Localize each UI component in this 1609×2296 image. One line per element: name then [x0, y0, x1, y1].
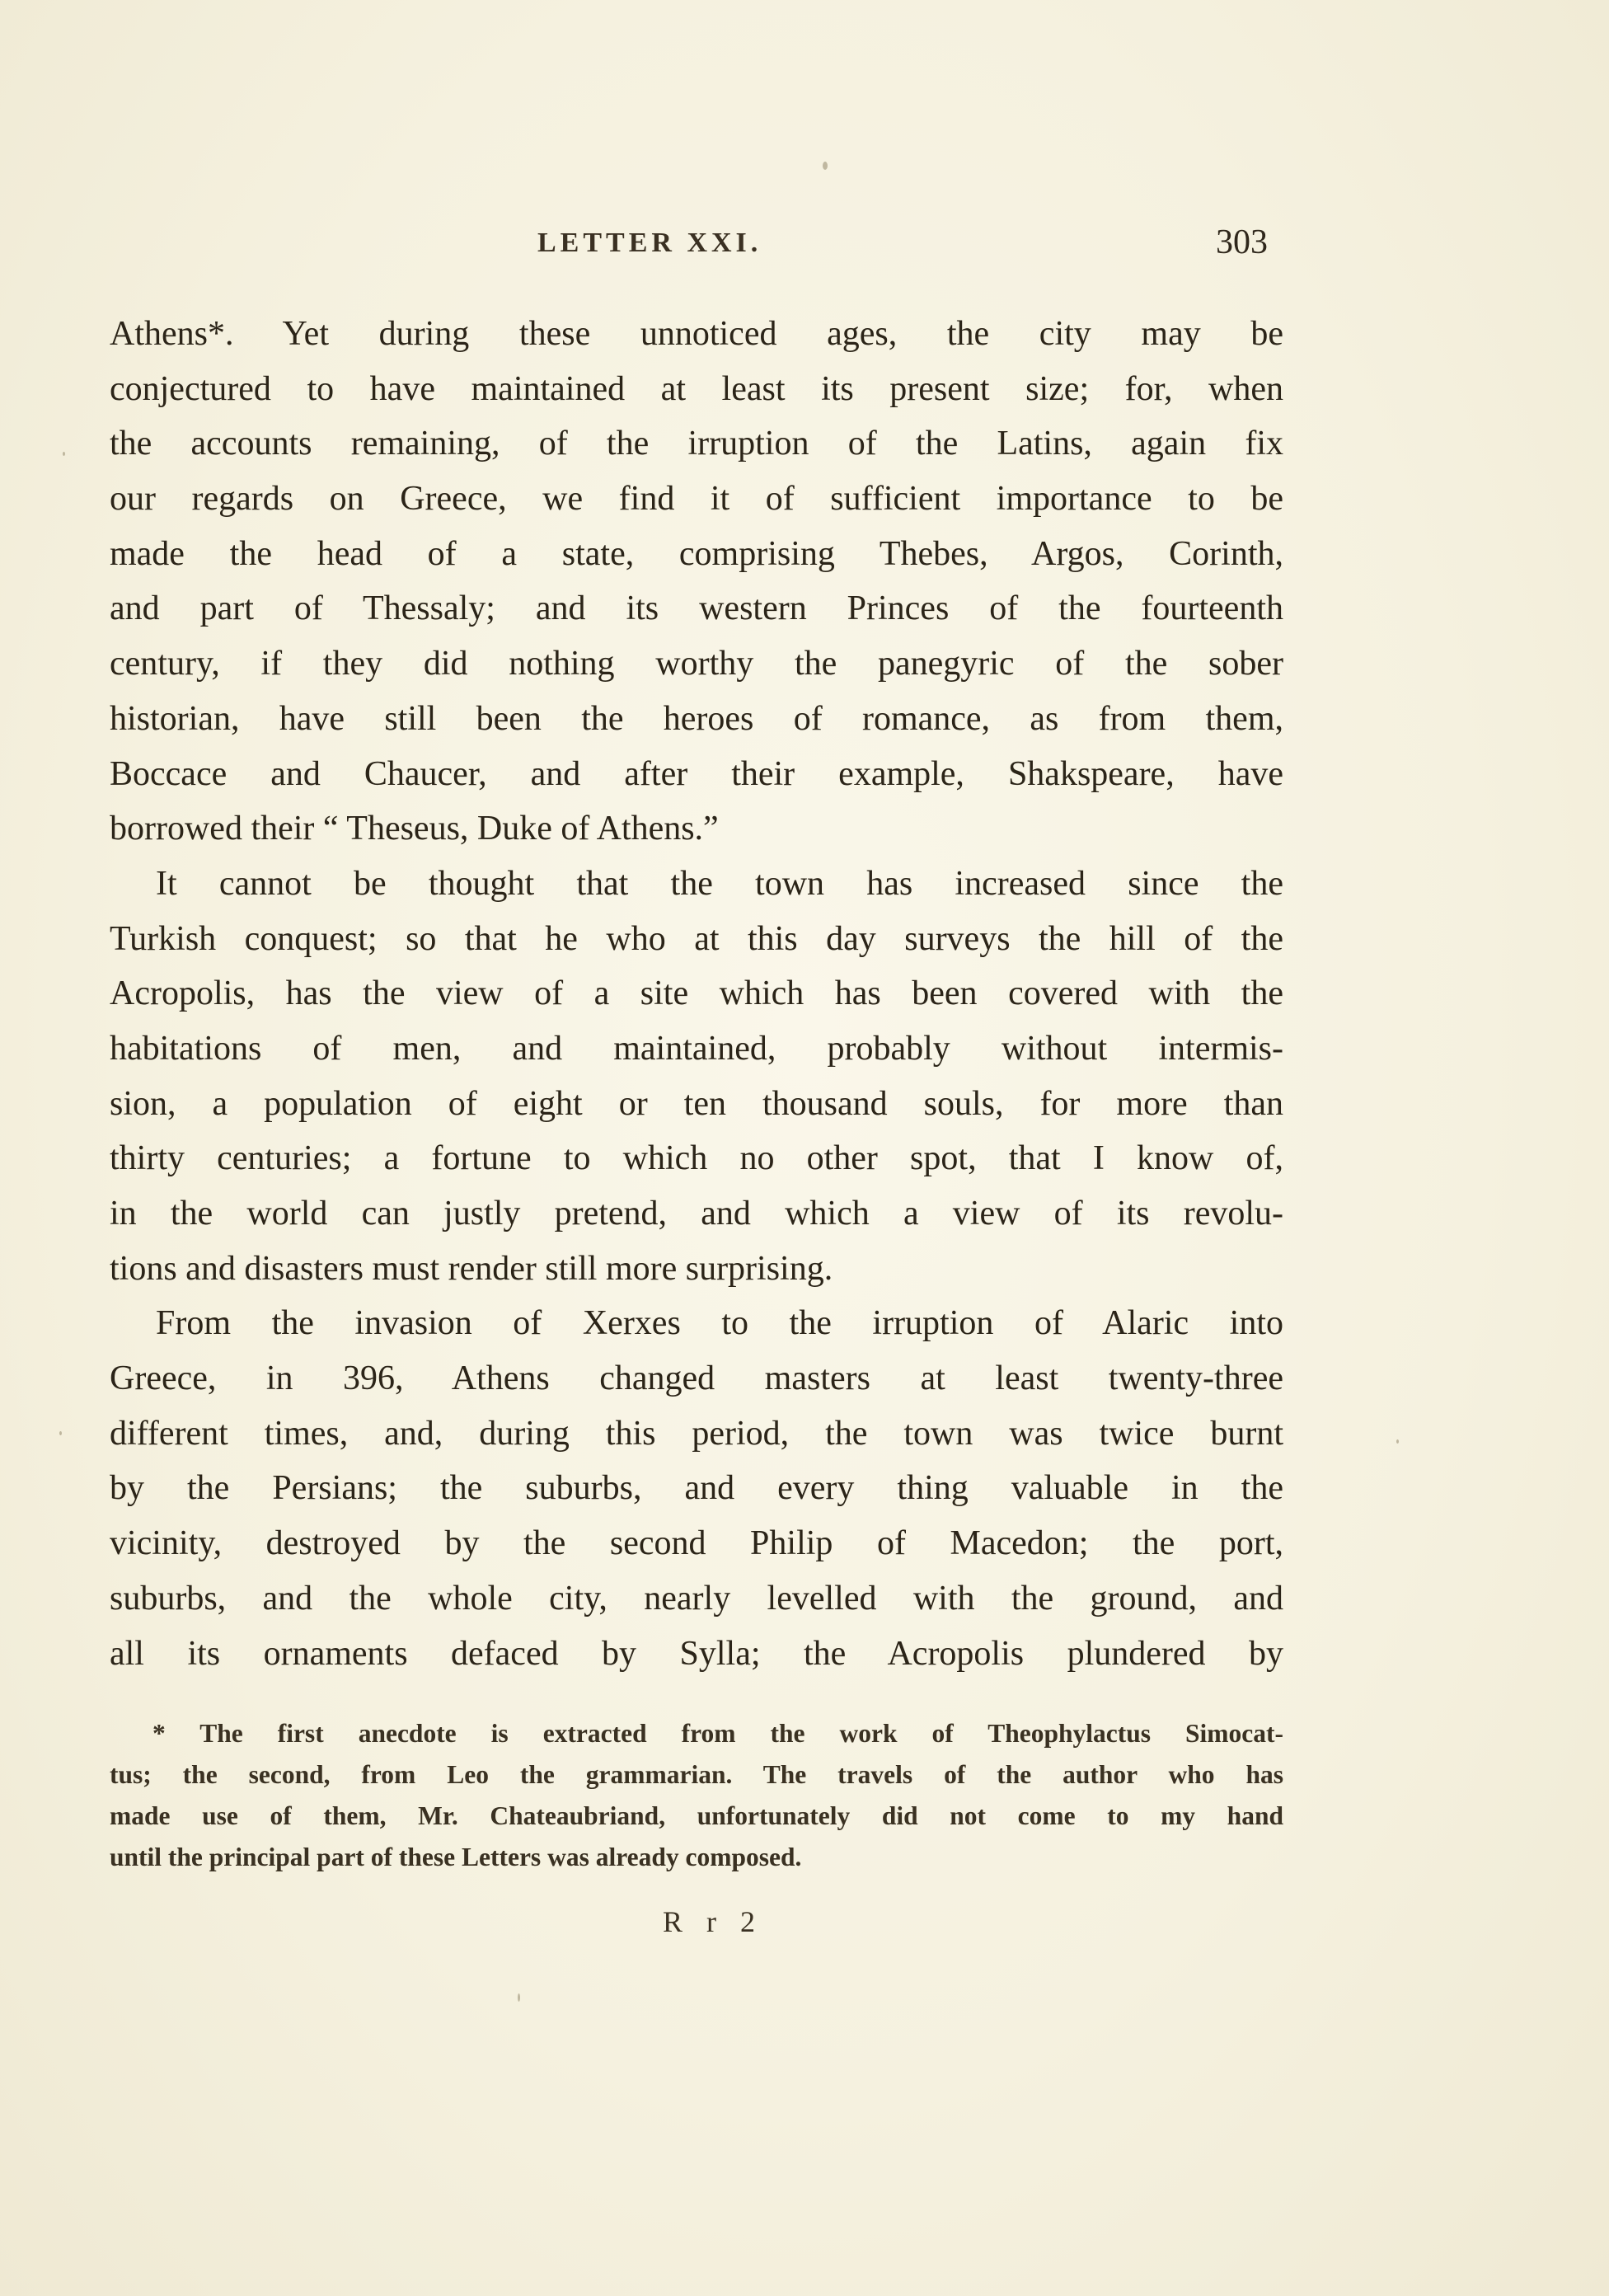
text-line: Turkish conquest; so that he who at this day surveys the hill of the [110, 919, 1283, 958]
footnote-line: until the principal part of these Letters was already composed. [110, 1843, 802, 1871]
text-line: conjectured to have maintained at least its present size; for, when [110, 369, 1283, 408]
page-number: 303 [1216, 223, 1268, 261]
text-line: by the Persians; the suburbs, and every thing valuable in the [110, 1469, 1283, 1508]
running-title: LETTER XXI. [537, 228, 762, 258]
text-line: the accounts remaining, of the irruption of the Latins, again fix [110, 425, 1283, 463]
text-line: in the world can justly pretend, and which a view of its revolu- [110, 1195, 1283, 1233]
text-line: Greece, in 396, Athens changed masters at least twenty-three [110, 1359, 1283, 1398]
text-line: habitations of men, and maintained, probably without intermis- [110, 1029, 1283, 1068]
paragraph-start-line: It cannot be thought that the town has increased since the [156, 864, 1283, 903]
paper-speck [63, 452, 65, 456]
body-text [110, 307, 1283, 1681]
text-line: thirty centuries; a fortune to which no other spot, that I know of, [110, 1139, 1283, 1178]
text-line: Boccace and Chaucer, and after their example, Shakspeare, have [110, 754, 1283, 793]
text-line: different times, and, during this period, the town was twice burnt [110, 1414, 1283, 1453]
running-head [0, 223, 1609, 277]
paper-speck [1396, 1439, 1399, 1444]
text-line: made the head of a state, comprising Thebes, Argos, Corinth, [110, 534, 1283, 573]
text-line: century, if they did nothing worthy the panegyric of the sober [110, 645, 1283, 683]
footnote-line: made use of them, Mr. Chateaubriand, unfortunately did not come to my hand [110, 1801, 1283, 1830]
paper-speck [59, 1431, 62, 1435]
text-line: all its ornaments defaced by Sylla; the Acropolis plundered by [110, 1634, 1283, 1673]
text-line: historian, have still been the heroes of romance, as from them, [110, 699, 1283, 738]
footnote-line: tus; the second, from Leo the grammarian. The travels of the author who has [110, 1760, 1283, 1789]
signature-mark: R r 2 [663, 1905, 763, 1938]
paper-speck [518, 1993, 520, 2002]
text-line: Athens*. Yet during these unnoticed ages, the city may be [110, 315, 1283, 353]
text-line: borrowed their “ Theseus, Duke of Athens.” [110, 810, 719, 848]
text-line: and part of Thessaly; and its western Princes of the fourteenth [110, 589, 1283, 628]
text-line: suburbs, and the whole city, nearly levelled with the ground, and [110, 1579, 1283, 1618]
text-line: our regards on Greece, we find it of sufficient importance to be [110, 480, 1283, 519]
paper-speck [823, 162, 828, 170]
footnote [110, 1713, 1283, 1878]
text-line: vicinity, destroyed by the second Philip of Macedon; the port, [110, 1524, 1283, 1563]
text-line: Acropolis, has the view of a site which has been covered with the [110, 974, 1283, 1013]
footnote-line: * The first anecdote is extracted from the work of Theophylactus Simocat- [152, 1719, 1283, 1748]
paragraph-start-line: From the invasion of Xerxes to the irruption of Alaric into [156, 1304, 1283, 1343]
text-line: tions and disasters must render still more surprising. [110, 1249, 833, 1288]
text-line: sion, a population of eight or ten thousand souls, for more than [110, 1084, 1283, 1123]
